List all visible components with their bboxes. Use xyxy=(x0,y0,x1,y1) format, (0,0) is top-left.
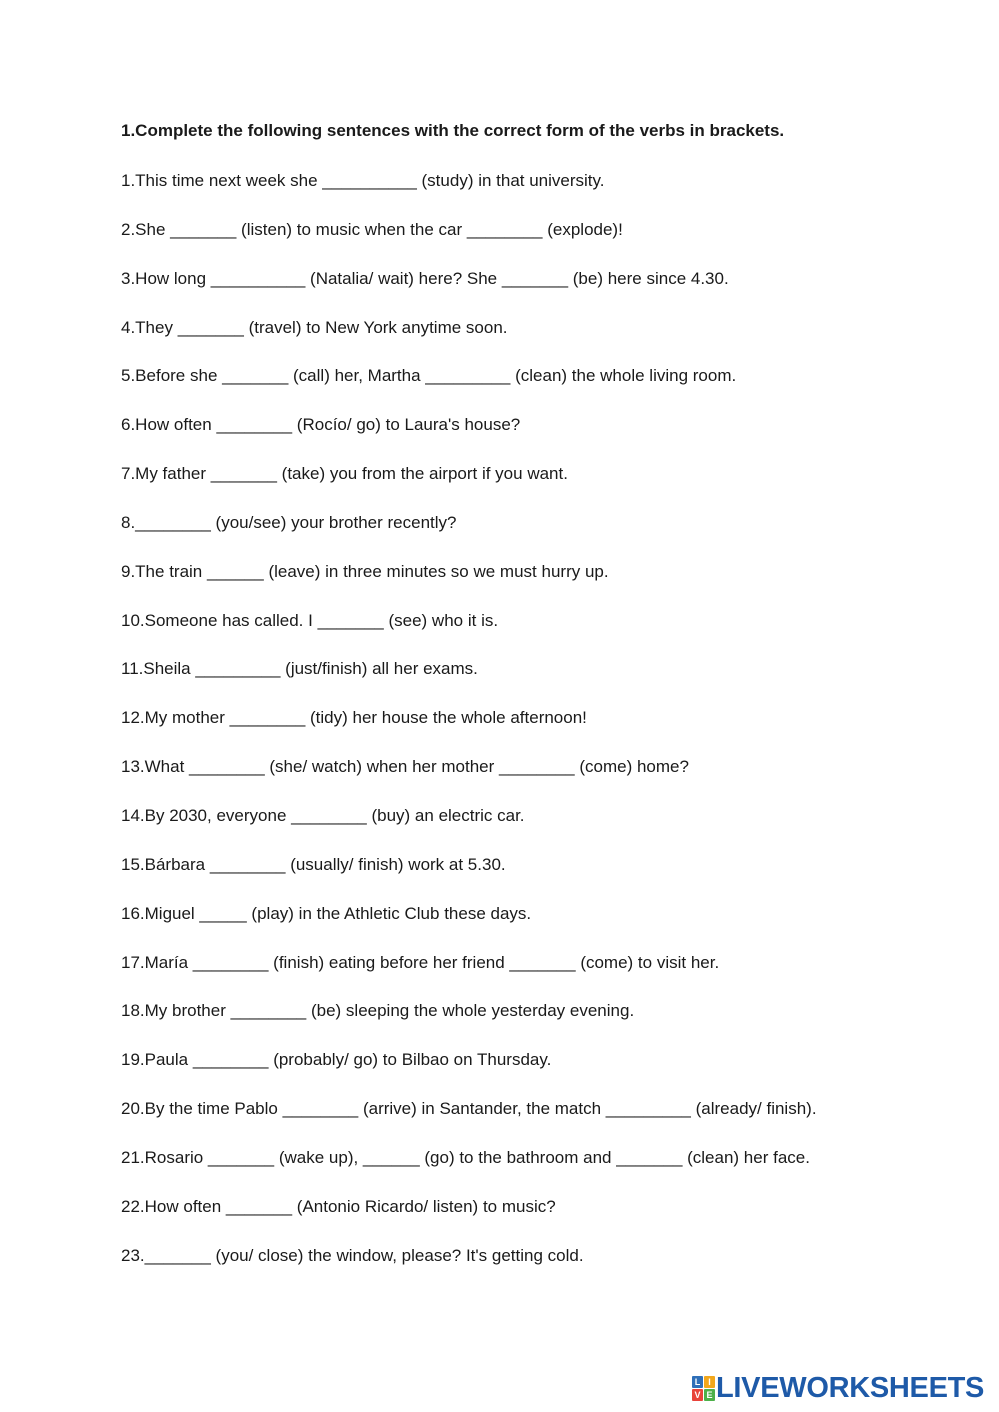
exercise-item: 21.Rosario _______ (wake up), ______ (go) to the bathroom and _______ (clean) her face. xyxy=(121,1147,810,1167)
exercise-item: 10.Someone has called. I _______ (see) who it is. xyxy=(121,610,499,630)
exercise-item: 3.How long __________ (Natalia/ wait) here? She _______ (be) here since 4.30. xyxy=(121,268,729,288)
exercise-item: 23._______ (you/ close) the window, please? It's getting cold. xyxy=(121,1245,584,1265)
exercise-item: 7.My father _______ (take) you from the airport if you want. xyxy=(121,464,568,484)
exercise-item: 15.Bárbara ________ (usually/ finish) work at 5.30. xyxy=(121,854,506,874)
exercise-item: 6.How often ________ (Rocío/ go) to Laura's house? xyxy=(121,415,521,435)
exercise-item: 14.By 2030, everyone ________ (buy) an electric car. xyxy=(121,805,525,825)
exercise-item: 8.________ (you/see) your brother recently? xyxy=(121,512,457,532)
exercise-item: 17.María ________ (finish) eating before her friend _______ (come) to visit her. xyxy=(121,952,720,972)
exercise-item: 13.What ________ (she/ watch) when her mother ________ (come) home? xyxy=(121,757,689,777)
exercise-item: 20.By the time Pablo ________ (arrive) in Santander, the match _________ (already/ finish). xyxy=(121,1099,817,1119)
exercise-item: 19.Paula ________ (probably/ go) to Bilbao on Thursday. xyxy=(121,1050,552,1070)
brand-name: LIVEWORKSHEETS xyxy=(716,1372,985,1404)
exercise-heading: 1.Complete the following sentences with the correct form of the verbs in brackets. xyxy=(121,121,785,140)
logo-letter: E xyxy=(704,1389,715,1401)
liveworksheets-logo[interactable] xyxy=(692,1374,984,1402)
exercise-item: 22.How often _______ (Antonio Ricardo/ listen) to music? xyxy=(121,1196,556,1216)
exercise-item: 4.They _______ (travel) to New York anytime soon. xyxy=(121,317,508,337)
exercise-item: 5.Before she _______ (call) her, Martha _________ (clean) the whole living room. xyxy=(121,366,737,386)
exercise-item: 1.This time next week she __________ (study) in that university. xyxy=(121,171,605,190)
exercise-item: 16.Miguel _____ (play) in the Athletic Club these days. xyxy=(121,903,532,923)
logo-letter: V xyxy=(692,1389,703,1401)
exercise-list xyxy=(121,170,817,1293)
logo-letter: I xyxy=(704,1376,715,1388)
exercise-item: 2.She _______ (listen) to music when the car ________ (explode)! xyxy=(121,219,623,239)
liveworksheets-logo-icon xyxy=(692,1376,714,1400)
exercise-item: 11.Sheila _________ (just/finish) all her exams. xyxy=(121,659,478,679)
exercise-item: 18.My brother ________ (be) sleeping the whole yesterday evening. xyxy=(121,1001,635,1021)
exercise-item: 9.The train ______ (leave) in three minutes so we must hurry up. xyxy=(121,561,609,581)
exercise-item: 12.My mother ________ (tidy) her house the whole afternoon! xyxy=(121,708,587,728)
logo-letter: L xyxy=(692,1376,703,1388)
